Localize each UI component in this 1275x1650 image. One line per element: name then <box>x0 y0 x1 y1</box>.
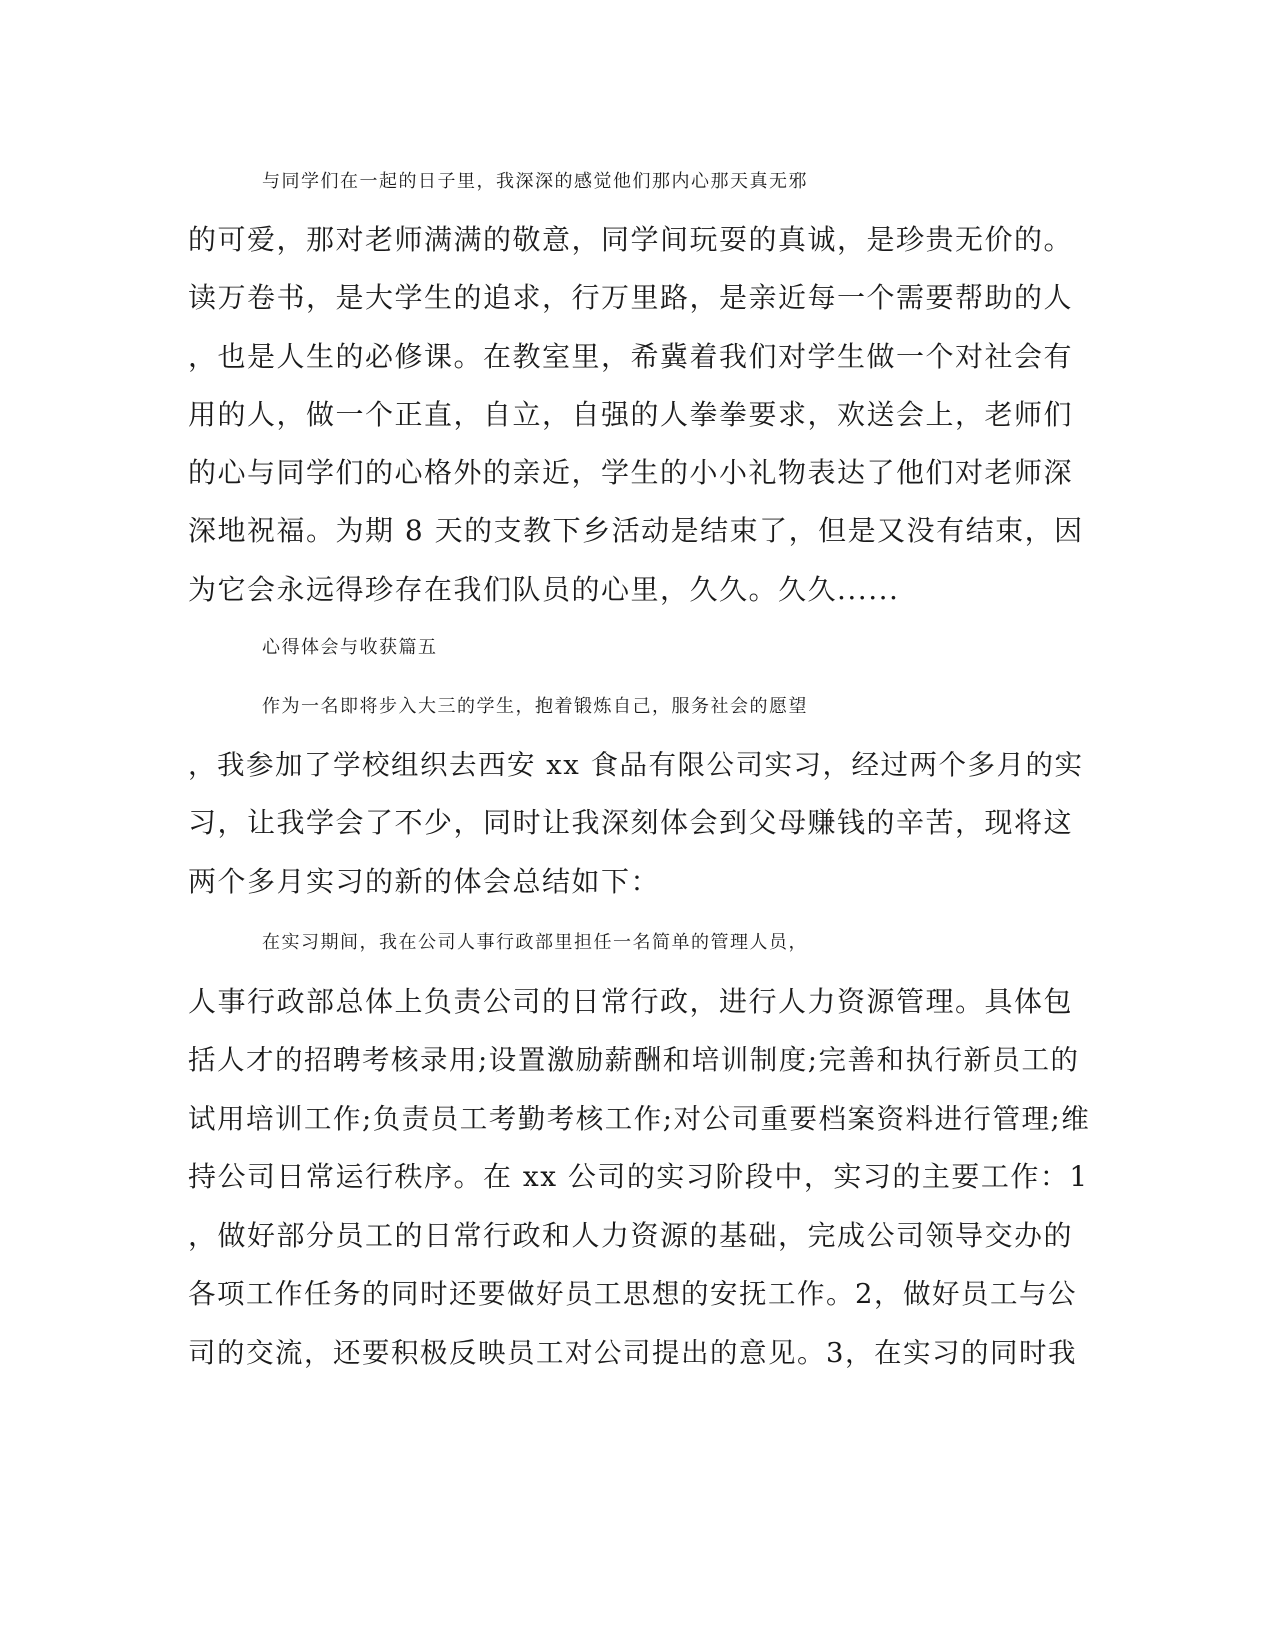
paragraph-line: 的心与同学们的心格外的亲近，学生的小小礼物表达了他们对老师深 <box>188 456 1074 489</box>
paragraph-line: 在实习期间，我在公司人事行政部里担任一名简单的管理人员， <box>262 932 808 953</box>
paragraph-line: 持公司日常运行秩序。在 xx 公司的实习阶段中，实习的主要工作：1 <box>188 1160 1089 1193</box>
paragraph-line: 的可爱，那对老师满满的敬意，同学间玩耍的真诚，是珍贵无价的。 <box>188 223 1074 256</box>
paragraph-line: 与同学们在一起的日子里，我深深的感觉他们那内心那天真无邪 <box>262 171 808 192</box>
paragraph-line: 作为一名即将步入大三的学生，抱着锻炼自己，服务社会的愿望 <box>262 696 808 717</box>
paragraph-line: ，也是人生的必修课。在教室里，希冀着我们对学生做一个对社会有 <box>188 340 1074 373</box>
section-heading: 心得体会与收获篇五 <box>262 637 438 658</box>
paragraph-line: ，做好部分员工的日常行政和人力资源的基础，完成公司领导交办的 <box>188 1219 1074 1252</box>
paragraph-line: 括人才的招聘考核录用;设置激励薪酬和培训制度;完善和执行新员工的 <box>188 1044 1080 1076</box>
paragraph-line: 两个多月实习的新的体会总结如下： <box>188 865 661 898</box>
paragraph-line: 试用培训工作;负责员工考勤考核工作;对公司重要档案资料进行管理;维 <box>188 1103 1091 1135</box>
paragraph-line: 各项工作任务的同时还要做好员工思想的安抚工作。2，做好员工与公 <box>188 1278 1077 1310</box>
paragraph-line: 用的人，做一个正直，自立，自强的人拳拳要求，欢送会上，老师们 <box>188 398 1074 431</box>
paragraph-line: 习，让我学会了不少，同时让我深刻体会到父母赚钱的辛苦，现将这 <box>188 806 1074 839</box>
paragraph-line: 人事行政部总体上负责公司的日常行政，进行人力资源管理。具体包 <box>188 985 1074 1018</box>
paragraph-line: 读万卷书，是大学生的追求，行万里路，是亲近每一个需要帮助的人 <box>188 281 1074 314</box>
paragraph-line: 司的交流，还要积极反映员工对公司提出的意见。3，在实习的同时我 <box>188 1337 1077 1369</box>
paragraph-line: ，我参加了学校组织去西安 xx 食品有限公司实习，经过两个多月的实 <box>188 749 1084 781</box>
paragraph-line: 深地祝福。为期 8 天的支教下乡活动是结束了，但是又没有结束，因 <box>188 514 1084 547</box>
paragraph-line: 为它会永远得珍存在我们队员的心里，久久。久久...... <box>188 573 900 606</box>
